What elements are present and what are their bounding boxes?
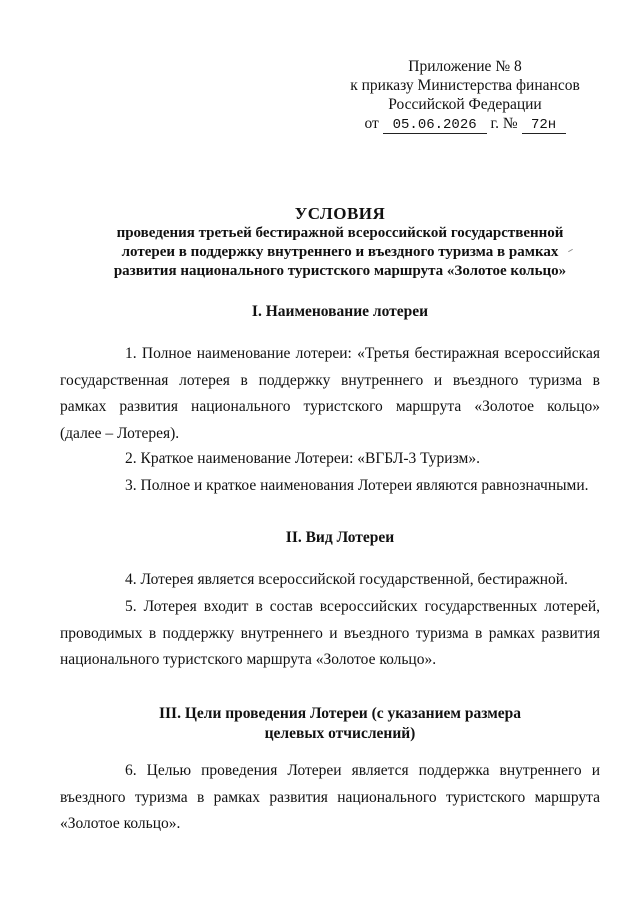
annex-header bbox=[330, 57, 600, 134]
title-main: УСЛОВИЯ bbox=[294, 204, 386, 223]
from-label: от bbox=[364, 115, 379, 132]
annex-date-line bbox=[330, 114, 600, 134]
annex-number: Приложение № 8 bbox=[408, 58, 522, 75]
section-1-title: I. Наименование лотереи bbox=[251, 303, 429, 320]
paragraph-6 bbox=[60, 758, 600, 838]
title-line-2: лотереи в поддержку внутреннего и въездного туризма в рамках bbox=[121, 244, 559, 260]
order-number: 72н bbox=[522, 118, 566, 134]
paragraph-5-line-1: 5. Лотерея входит в состав всероссийских государственных лотерей, bbox=[125, 598, 600, 615]
section-heading-3 bbox=[60, 704, 620, 744]
paragraph-1-line-4: (далее – Лотерея). bbox=[60, 424, 180, 442]
title-line-1: проведения третьей бестиражной всероссийской государственной bbox=[116, 225, 564, 241]
paragraph-1-line-1: 1. Полное наименование лотереи: «Третья бестиражная всероссийская bbox=[125, 345, 600, 362]
paragraph-5-line-2: проводимых в поддержку внутреннего и въездного туризма в рамках развития bbox=[60, 624, 600, 642]
paragraph-6-line-1: 6. Целью проведения Лотереи является поддержка внутреннего и bbox=[125, 762, 600, 779]
section-3-title-line-1: III. Цели проведения Лотереи (с указанием размера bbox=[158, 705, 522, 722]
paragraph-1 bbox=[60, 341, 600, 447]
section-2-title: II. Вид Лотереи bbox=[285, 529, 395, 546]
paragraph-4-text: 4. Лотерея является всероссийской государственной, бестиражной. bbox=[125, 571, 568, 588]
order-number-label: г. № bbox=[490, 115, 518, 132]
order-date: 05.06.2026 bbox=[383, 118, 487, 134]
section-heading-2 bbox=[60, 528, 620, 548]
paragraph-6-line-2: въездного туризма в рамках развития национального туристского маршрута bbox=[60, 788, 600, 806]
title-subtitle bbox=[60, 224, 620, 281]
paragraph-3-text: 3. Полное и краткое наименования Лотереи являются равнозначными. bbox=[125, 477, 589, 494]
paragraph-5 bbox=[60, 594, 600, 674]
title-line-3: развития национального туристского маршрута «Золотое кольцо» bbox=[113, 263, 567, 279]
paragraph-2 bbox=[88, 446, 600, 473]
document-title bbox=[60, 204, 620, 281]
paragraph-1-line-3: рамках развития национального туристского маршрута «Золотое кольцо» bbox=[60, 398, 600, 415]
section-3-title-line-2: целевых отчислений) bbox=[264, 725, 416, 742]
paragraph-5-line-3: национального туристского маршрута «Золотое кольцо». bbox=[60, 651, 437, 668]
annex-authority: Российской Федерации bbox=[388, 96, 542, 113]
paragraph-4 bbox=[88, 567, 600, 594]
paragraph-1-line-2: государственная лотерея в поддержку внутреннего и въездного туризма в bbox=[60, 371, 600, 389]
paragraph-6-line-3: «Золотое кольцо». bbox=[60, 815, 181, 832]
paragraph-2-text: 2. Краткое наименование Лотереи: «ВГБЛ-3 Туризм». bbox=[125, 450, 480, 467]
paragraph-3 bbox=[88, 473, 600, 500]
annex-order-ref: к приказу Министерства финансов bbox=[350, 77, 580, 94]
section-heading-1 bbox=[60, 302, 620, 322]
